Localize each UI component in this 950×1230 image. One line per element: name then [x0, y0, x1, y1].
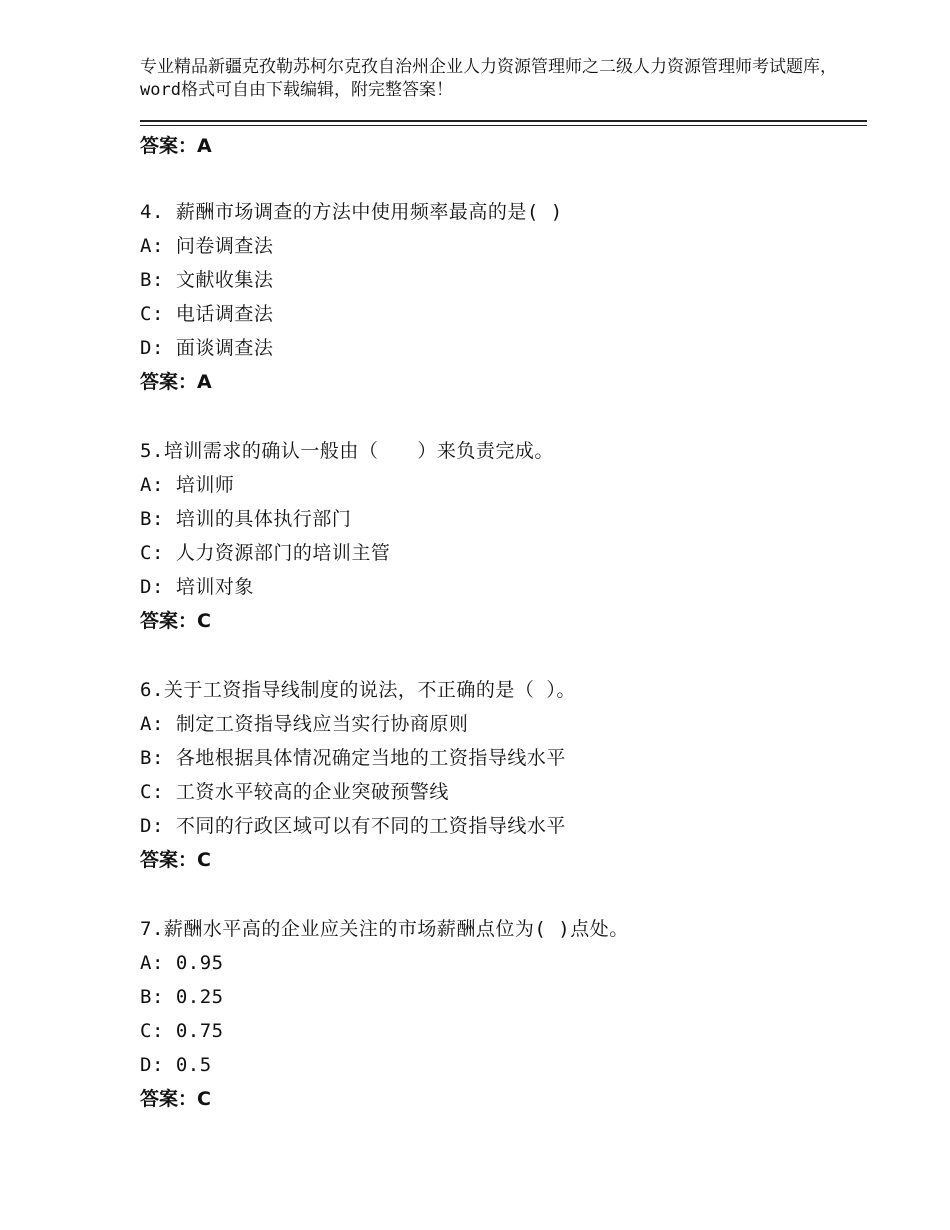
question-stem: 5.培训需求的确认一般由（ ）来负责完成。: [140, 440, 554, 462]
question-6: [140, 673, 860, 877]
option-d: D: 0.5: [140, 1054, 212, 1076]
option-a: A: 制定工资指导线应当实行协商原则: [140, 713, 469, 735]
question-4: [140, 195, 860, 399]
option-b: B: 各地根据具体情况确定当地的工资指导线水平: [140, 747, 566, 769]
option-c: C: 人力资源部门的培训主管: [140, 542, 391, 564]
option-c: C: 0.75: [140, 1020, 224, 1042]
question-stem: 4. 薪酬市场调查的方法中使用频率最高的是( ): [140, 201, 563, 223]
option-a: A: 培训师: [140, 474, 235, 496]
option-b: B: 0.25: [140, 986, 224, 1008]
option-c: C: 工资水平较高的企业突破预警线: [140, 781, 449, 803]
question-stem: 7.薪酬水平高的企业应关注的市场薪酬点位为( )点处。: [140, 918, 629, 940]
answer: 答案：A: [140, 371, 212, 393]
previous-answer: 答案：A: [140, 135, 212, 157]
question-5: [140, 434, 860, 638]
question-stem: 6.关于工资指导线制度的说法，不正确的是（ ）。: [140, 679, 576, 701]
option-b: B: 文献收集法: [140, 269, 274, 291]
answer: 答案：C: [140, 1088, 211, 1110]
option-d: D: 培训对象: [140, 576, 254, 598]
option-d: D: 不同的行政区域可以有不同的工资指导线水平: [140, 815, 566, 837]
option-a: A: 问卷调查法: [140, 235, 274, 257]
document-header: 专业精品新疆克孜勒苏柯尔克孜自治州企业人力资源管理师之二级人力资源管理师考试题库，word格式可自由下载编辑，附完整答案！: [140, 57, 837, 100]
option-a: A: 0.95: [140, 952, 224, 974]
answer: 答案：C: [140, 849, 211, 871]
header-divider: [140, 120, 867, 126]
option-d: D: 面谈调查法: [140, 337, 274, 359]
option-b: B: 培训的具体执行部门: [140, 508, 352, 530]
answer: 答案：C: [140, 610, 211, 632]
option-c: C: 电话调查法: [140, 303, 274, 325]
question-7: [140, 912, 860, 1116]
